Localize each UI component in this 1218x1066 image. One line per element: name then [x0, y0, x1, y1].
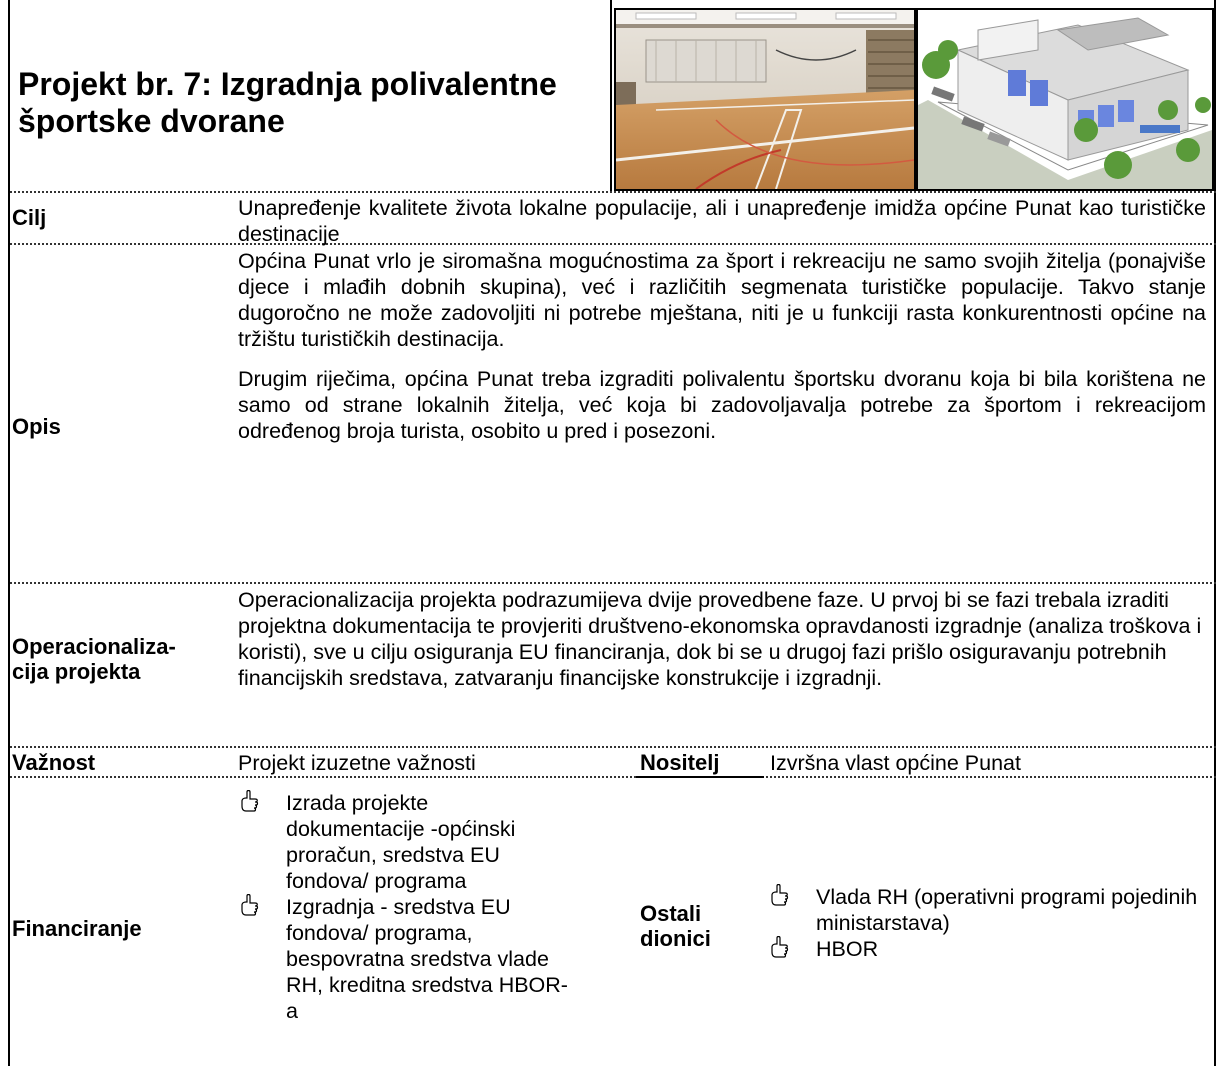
- financiranje-item-1: Izrada projekte dokumentacije -općinski proračun, sredstva EU fondova/ programa: [286, 791, 516, 893]
- nositelj-value: Izvršna vlast općine Punat: [770, 751, 1021, 775]
- separator: [636, 776, 764, 778]
- ostali-item-2: HBOR: [816, 937, 879, 961]
- pointing-hand-icon: [240, 894, 260, 916]
- list-item: [768, 936, 1208, 962]
- list-item: [768, 884, 1208, 936]
- financiranje-list: [238, 790, 568, 1024]
- pointing-hand-icon: [770, 936, 790, 958]
- row-label-cilj: Cilj: [12, 205, 47, 230]
- separator: [10, 582, 1216, 584]
- pointing-hand-icon: [240, 790, 260, 812]
- nositelj-label: Nositelj: [640, 750, 720, 775]
- list-item: [238, 790, 568, 894]
- opis-paragraph-2: Drugim riječima, općina Punat treba izgraditi polivalentu športsku dvoranu koja bi bila korištena ne samo od strane lokalnih žitelja, već koja bi zadovoljavalja potrebe za športom i rekreacijom određenog broja turista, osobito u pred i posezoni.: [238, 367, 1206, 443]
- row-label-financiranje: Financiranje: [12, 916, 142, 941]
- label-line: Ostali: [640, 901, 702, 926]
- financiranje-item-2: Izgradnja - sredstva EU fondova/ programa, bespovratna sredstva vlade RH, kreditna sredstva HBOR-a: [286, 895, 568, 1023]
- row-label-operacionalizacija: [12, 634, 176, 684]
- list-item: [238, 894, 568, 1024]
- sports-hall-photo: [614, 8, 916, 191]
- label-line: dionici: [640, 926, 711, 951]
- row-text-opis: [238, 248, 1206, 444]
- row-text-operacionalizacija: Operacionalizacija projekta podrazumijeva dvije provedbene faze. U prvoj bi se fazi trebala izraditi projektna dokumentacija te provjeriti društveno-ekonomska opravdanosti izgradnje (analiza troškova i koristi), sve u cilju osiguranja EU financiranja, dok bi se u drugoj fazi prišlo osiguravanju potrebnih financijskih sredstava, zatvaranju financijske konstrukcije i izgradnji.: [238, 588, 1202, 690]
- label-line: cija projekta: [12, 659, 141, 684]
- building-render-image: [916, 8, 1214, 191]
- separator: [610, 0, 612, 191]
- row-label-vaznost: Važnost: [12, 750, 96, 775]
- separator: [10, 776, 1216, 778]
- row-label-opis: Opis: [12, 414, 61, 439]
- ostali-dionici-list: [768, 884, 1208, 962]
- label-line: Operacionaliza-: [12, 634, 176, 659]
- separator: [10, 746, 1216, 748]
- separator: [10, 191, 1216, 193]
- row-text-cilj: Unapređenje kvalitete života lokalne populacije, ali i unapređenje imidža općine Punat kao turističke destinacije: [238, 196, 1206, 246]
- pointing-hand-icon: [770, 884, 790, 906]
- page-title: Projekt br. 7: Izgradnja polivalentne športske dvorane: [18, 66, 557, 139]
- row-text-vaznost: Projekt izuzetne važnosti: [238, 751, 476, 775]
- ostali-dionici-label: [640, 901, 711, 951]
- ostali-item-1: Vlada RH (operativni programi pojedinih ministarstava): [816, 885, 1198, 935]
- opis-paragraph-1: Općina Punat vrlo je siromašna mogućnostima za šport i rekreaciju ne samo svojih žitelja (ponajviše djece i mlađih dobnih skupina), već i različitih segmenata turističke populacije. Takvo stanje dugoročno ne može zadovoljiti ni potrebe mještana, niti je u funkciji rasta konkurentnosti općine na tržištu turističkih destinacija.: [238, 249, 1206, 351]
